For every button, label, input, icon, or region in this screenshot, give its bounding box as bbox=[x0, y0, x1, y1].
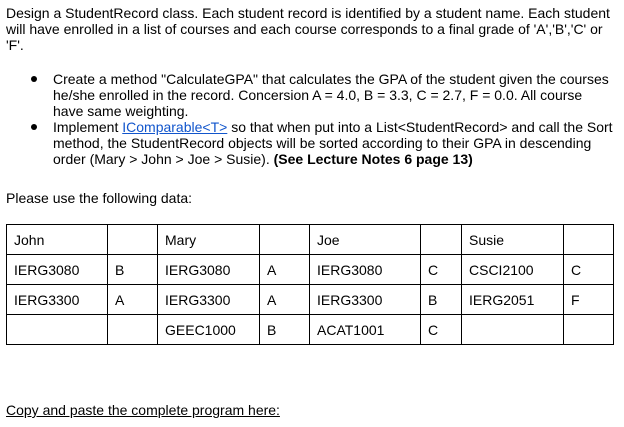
header-blank-cell bbox=[564, 225, 614, 255]
table-row bbox=[7, 285, 614, 315]
requirements-list bbox=[31, 71, 616, 167]
bullet-text: Create a method "CalculateGPA" that calculates the GPA of the student given the courses he/she enrolled in the record. Concersion A = 4.0, B = 3.3, C = 2.7, F = 0.0. All course have same weighting. bbox=[53, 71, 609, 119]
intro-paragraph: Design a StudentRecord class. Each student record is identified by a student name. Each student will have enrolled in a list of courses and each course corresponds to a final grade of 'A','B','C' or 'F'. bbox=[6, 5, 610, 53]
grades-table bbox=[6, 224, 614, 345]
table-row bbox=[7, 315, 614, 345]
grade-cell: B bbox=[421, 285, 462, 315]
course-cell bbox=[462, 315, 564, 345]
icomparable-link[interactable]: IComparable<T> bbox=[122, 119, 228, 135]
bullet-icomparable bbox=[31, 119, 616, 167]
course-cell: IERG3080 bbox=[310, 255, 421, 285]
student-name-cell: Mary bbox=[158, 225, 260, 255]
grade-cell: B bbox=[260, 315, 310, 345]
bullet-text-after: so that when put into a List<StudentRecord> and call the Sort method, the StudentRecord objects will be sorted according to their GPA in descending order (Mary > John > Joe > Susie). bbox=[53, 119, 613, 167]
copy-paste-label: Copy and paste the complete program here: bbox=[6, 402, 280, 418]
grade-cell: B bbox=[108, 255, 158, 285]
bullet-calculate-gpa bbox=[31, 71, 616, 119]
course-cell bbox=[7, 315, 108, 345]
table-row bbox=[7, 255, 614, 285]
grade-cell: A bbox=[108, 285, 158, 315]
header-blank-cell bbox=[260, 225, 310, 255]
course-cell: ACAT1001 bbox=[310, 315, 421, 345]
grade-cell: A bbox=[260, 285, 310, 315]
header-blank-cell bbox=[108, 225, 158, 255]
header-blank-cell bbox=[421, 225, 462, 255]
course-cell: IERG3300 bbox=[7, 285, 108, 315]
grade-cell: A bbox=[260, 255, 310, 285]
grade-cell: C bbox=[421, 315, 462, 345]
course-cell: CSCI2100 bbox=[462, 255, 564, 285]
student-name-cell: Joe bbox=[310, 225, 421, 255]
grade-cell: C bbox=[564, 255, 614, 285]
course-cell: GEEC1000 bbox=[158, 315, 260, 345]
grade-cell bbox=[108, 315, 158, 345]
bullet-text-before: Implement bbox=[53, 119, 123, 135]
data-label: Please use the following data: bbox=[6, 190, 193, 206]
course-cell: IERG3080 bbox=[158, 255, 260, 285]
grade-cell: F bbox=[564, 285, 614, 315]
course-cell: IERG3300 bbox=[310, 285, 421, 315]
course-cell: IERG3080 bbox=[7, 255, 108, 285]
student-name-cell: Susie bbox=[462, 225, 564, 255]
student-name-cell: John bbox=[7, 225, 108, 255]
course-cell: IERG3300 bbox=[158, 285, 260, 315]
table-header-row bbox=[7, 225, 614, 255]
course-cell: IERG2051 bbox=[462, 285, 564, 315]
grade-cell: C bbox=[421, 255, 462, 285]
lecture-notes-reference: (See Lecture Notes 6 page 13) bbox=[273, 151, 473, 167]
grade-cell bbox=[564, 315, 614, 345]
